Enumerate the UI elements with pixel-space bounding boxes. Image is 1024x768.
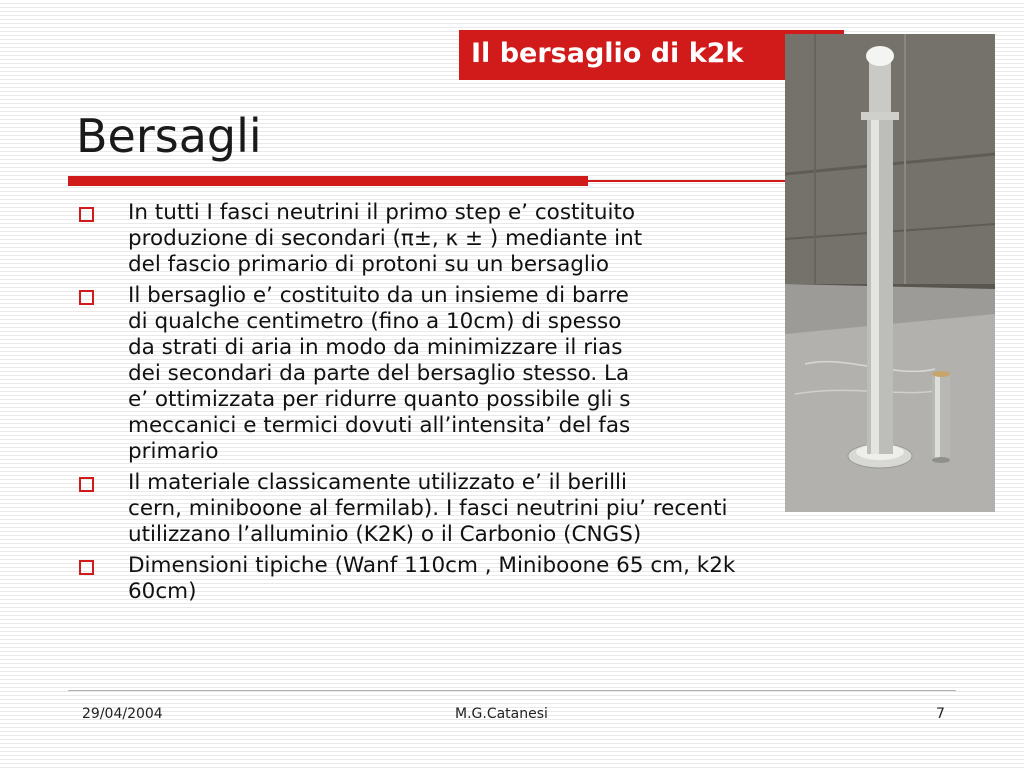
bullet-square-icon — [79, 560, 94, 575]
bullet-line: meccanici e termici dovuti all’intensita’ del fas — [128, 413, 631, 438]
bullet-line: 60cm) — [128, 579, 197, 604]
bullet-line: Il materiale classicamente utilizzato e’ il berilli — [128, 470, 628, 495]
bullet-square-icon — [79, 290, 94, 305]
bullet-line: produzione di secondari (π±, κ ± ) mediante int — [128, 226, 643, 251]
slide-title: Bersagli — [76, 109, 262, 163]
bullet-line: Il bersaglio e’ costituito da un insieme di barre — [128, 283, 629, 308]
bullet-line: cern, miniboone al fermilab). I fasci neutrini piu’ recenti — [128, 496, 728, 521]
footer-date: 29/04/2004 — [82, 706, 163, 722]
bullet-item-4 — [76, 553, 946, 605]
bullet-line: e’ ottimizzata per ridurre quanto possibile gli s — [128, 387, 631, 412]
bullet-line: utilizzano l’alluminio (K2K) o il Carbonio (CNGS) — [128, 522, 642, 547]
bullet-line: Dimensioni tipiche (Wanf 110cm , Miniboone 65 cm, k2k — [128, 553, 736, 578]
bullet-line: di qualche centimetro (fino a 10cm) di spesso — [128, 309, 622, 334]
bullet-square-icon — [79, 477, 94, 492]
bullet-line: da strati di aria in modo da minimizzare il rias — [128, 335, 623, 360]
target-photo — [785, 34, 995, 512]
bullet-line: primario — [128, 439, 219, 464]
bullet-line: In tutti I fasci neutrini il primo step e’ costituito — [128, 200, 636, 225]
footer-divider — [68, 690, 956, 691]
bullet-square-icon — [79, 207, 94, 222]
title-underline-thick — [68, 176, 588, 186]
section-badge: Il bersaglio di k2k — [459, 30, 844, 80]
footer-author: M.G.Catanesi — [455, 706, 548, 722]
page-number: 7 — [936, 706, 945, 722]
target-rod-photo-icon — [785, 34, 995, 512]
bullet-line: dei secondari da parte del bersaglio stesso. La — [128, 361, 630, 386]
bullet-line: del fascio primario di protoni su un bersaglio — [128, 252, 610, 277]
